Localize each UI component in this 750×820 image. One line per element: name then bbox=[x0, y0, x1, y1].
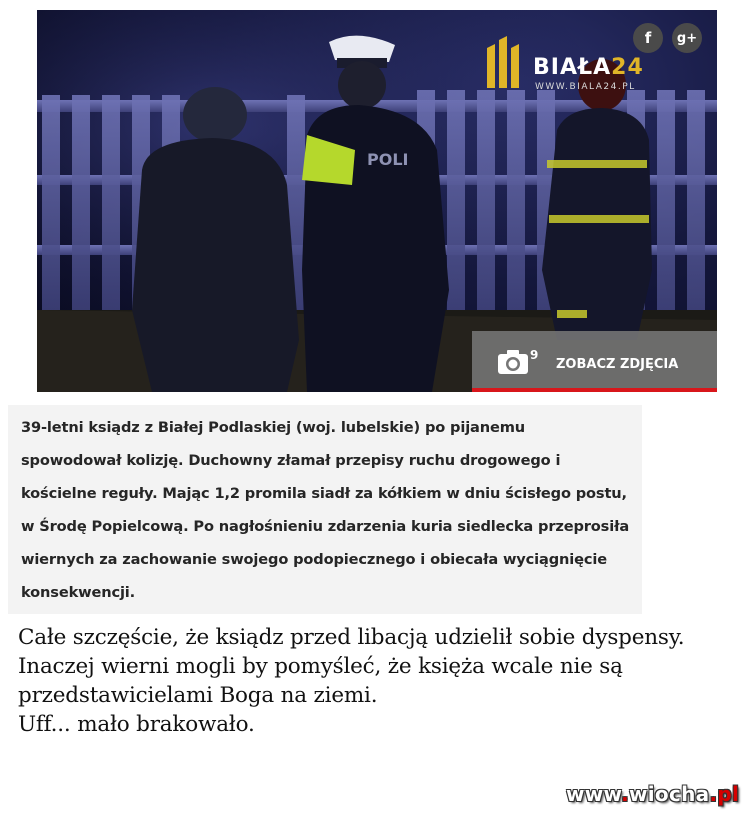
article-line: kościelne reguły. Mając 1,2 promila siadł za kółkiem w dniu ścisłego postu, bbox=[21, 485, 627, 502]
user-comment bbox=[18, 623, 748, 739]
biala24-logo-icon bbox=[485, 34, 527, 90]
logo-url: WWW.BIALA24.PL bbox=[535, 82, 636, 92]
article-line: wiernych za zachowanie swojego podopiecznego i obiecała wyciągnięcie bbox=[21, 551, 607, 568]
police-vest-text: POLI bbox=[367, 150, 409, 169]
comment-line: Inaczej wierni mogli by pomyśleć, że księża wcale nie są bbox=[18, 654, 623, 679]
article-line: 39-letni ksiądz z Białej Podlaskiej (woj. lubelskie) po pijanemu bbox=[21, 419, 526, 436]
google-plus-icon[interactable]: g+ bbox=[672, 23, 702, 53]
comment-line: Uff... mało brakowało. bbox=[18, 712, 255, 737]
view-photos-label[interactable]: ZOBACZ ZDJĘCIA bbox=[556, 357, 679, 372]
site-watermark bbox=[566, 782, 739, 806]
comment-line: przedstawicielami Boga na ziemi. bbox=[18, 683, 378, 708]
photo-count: 9 bbox=[530, 348, 539, 362]
watermark-dot: . bbox=[709, 782, 718, 806]
article-line: spowodował kolizję. Duchowny złamał przepisy ruchu drogowego i bbox=[21, 452, 561, 469]
watermark-dot: . bbox=[621, 782, 629, 806]
article-line: w Środę Popielcową. Po nagłośnieniu zdarzenia kuria siedlecka przeprosiła bbox=[21, 518, 630, 535]
comment-line: Całe szczęście, że ksiądz przed libacją udzielił sobie dyspensy. bbox=[18, 625, 685, 650]
facebook-icon[interactable]: f bbox=[633, 23, 663, 53]
watermark-site: wiocha bbox=[628, 782, 710, 806]
site-logo-text bbox=[533, 55, 644, 80]
watermark-tld: pl bbox=[717, 782, 740, 806]
article-line: konsekwencji. bbox=[21, 584, 136, 601]
watermark-www: www bbox=[566, 782, 622, 806]
article-lead bbox=[8, 405, 642, 614]
camera-icon bbox=[497, 349, 531, 375]
logo-name: BIAŁA bbox=[533, 55, 612, 80]
logo-number: 24 bbox=[611, 55, 644, 80]
gallery-accent-bar bbox=[472, 388, 717, 392]
